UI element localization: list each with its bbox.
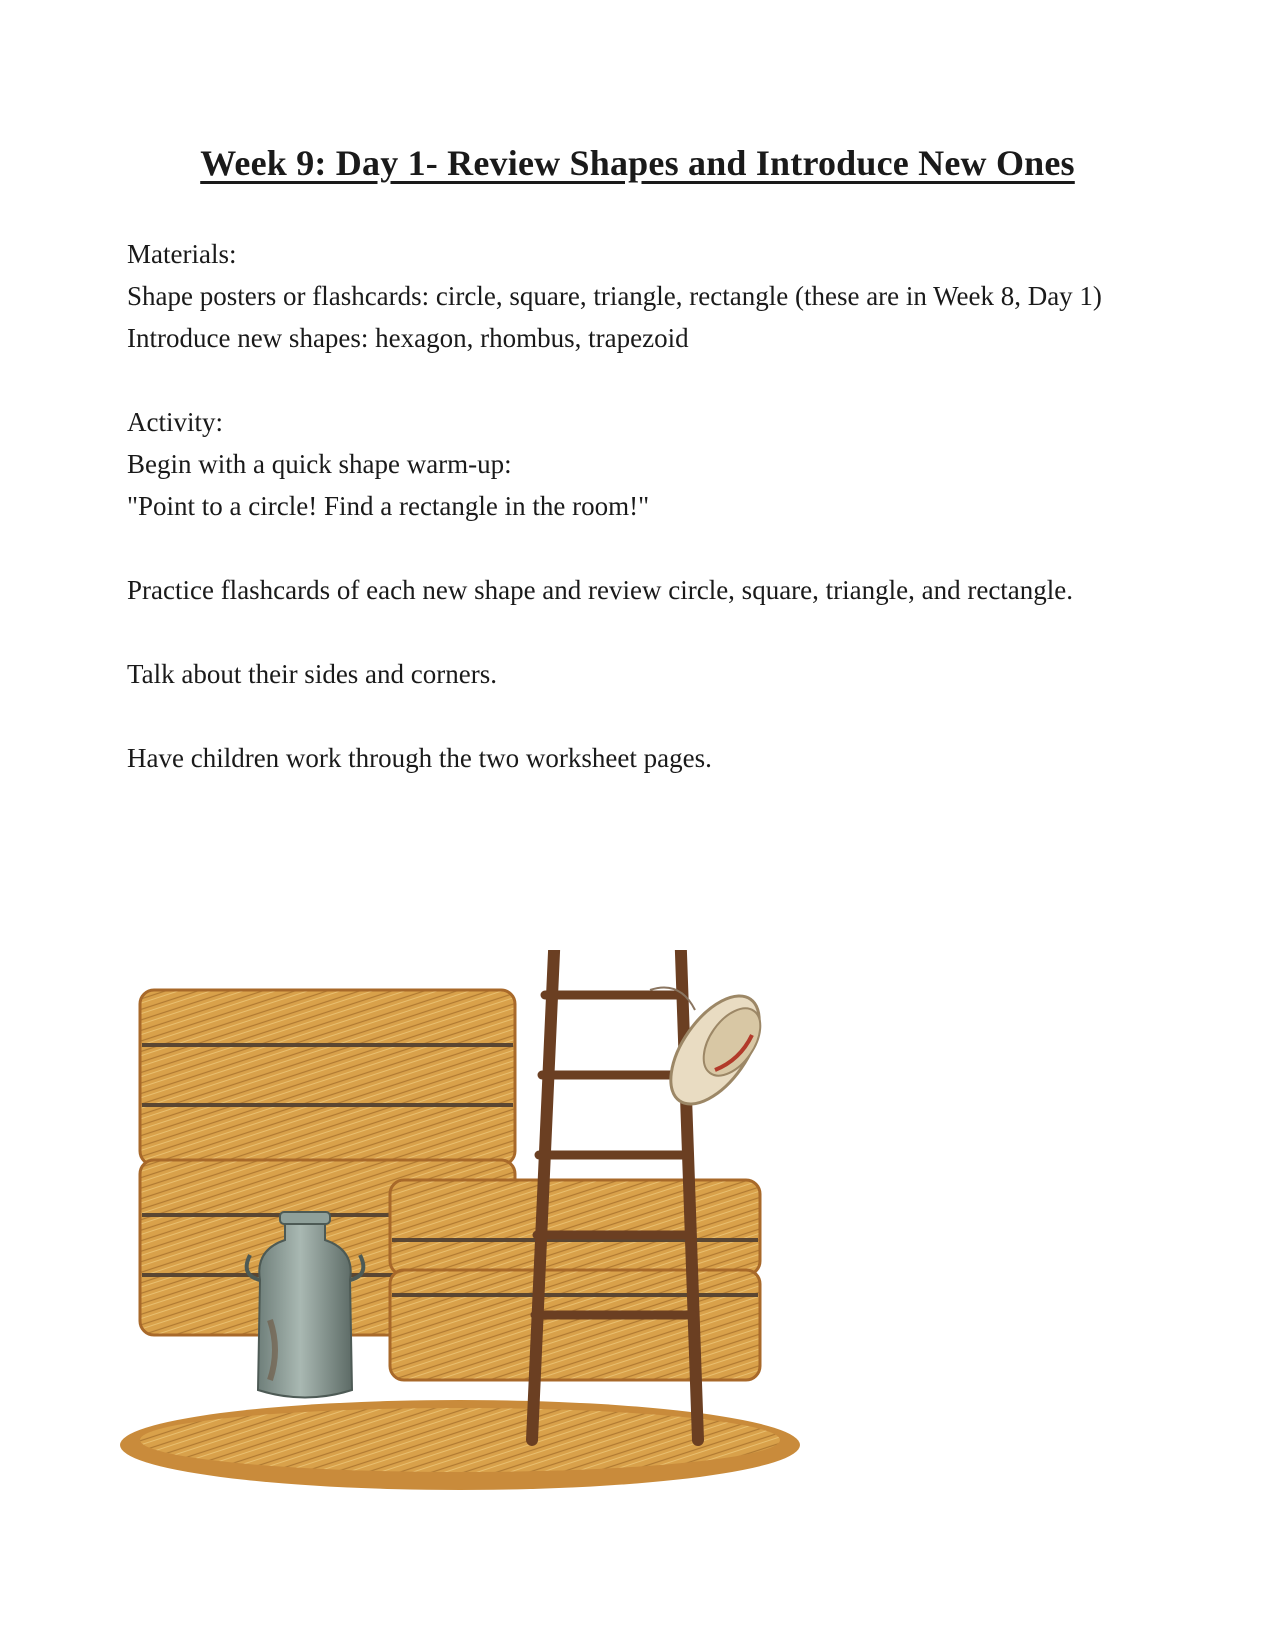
activity-line-2: "Point to a circle! Find a rectangle in the room!" bbox=[127, 491, 650, 521]
activity-line-5: Have children work through the two worksheet pages. bbox=[127, 743, 712, 773]
materials-line-1: Shape posters or flashcards: circle, square, triangle, rectangle (these are in Week 8, Day 1) bbox=[127, 281, 1102, 311]
materials-line-2: Introduce new shapes: hexagon, rhombus, trapezoid bbox=[127, 323, 689, 353]
activity-line-1: Begin with a quick shape warm-up: bbox=[127, 449, 512, 479]
activity-line-4: Talk about their sides and corners. bbox=[127, 659, 497, 689]
cowboy-hat-icon bbox=[650, 981, 777, 1119]
materials-heading: Materials: bbox=[127, 239, 237, 269]
page-title: Week 9: Day 1- Review Shapes and Introduce New Ones bbox=[200, 143, 1075, 184]
farm-illustration-icon bbox=[120, 950, 820, 1530]
hay-bale-stack-right bbox=[390, 1180, 760, 1380]
lesson-body bbox=[127, 233, 1157, 779]
activity-line-3: Practice flashcards of each new shape and review circle, square, triangle, and rectangle. bbox=[127, 575, 1074, 605]
activity-heading: Activity: bbox=[127, 407, 223, 437]
